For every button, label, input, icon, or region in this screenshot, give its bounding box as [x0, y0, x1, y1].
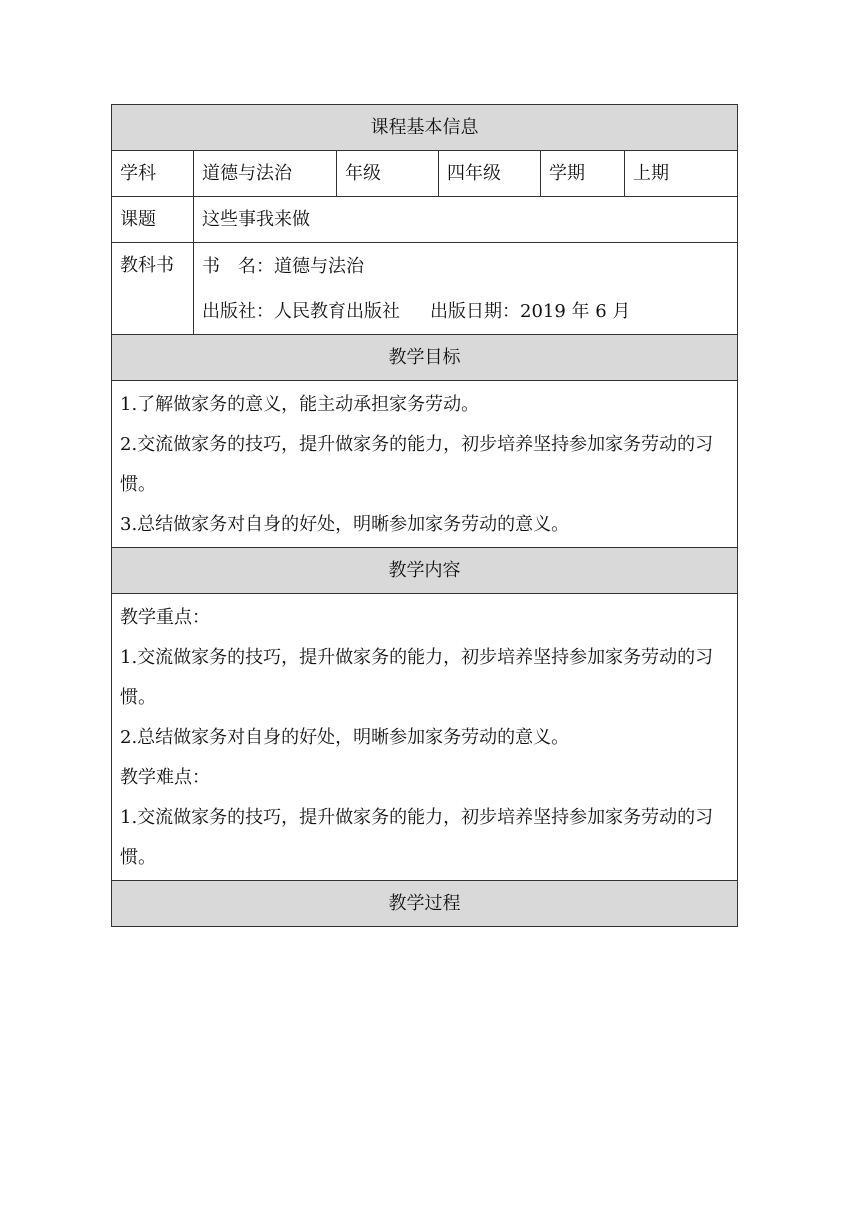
- textbook-details: [194, 243, 738, 335]
- difficult-point-item: 1.交流做家务的技巧，提升做家务的能力，初步培养坚持参加家务劳动的习惯。: [120, 807, 714, 868]
- textbook-row: [112, 243, 738, 335]
- subject-value: 道德与法治: [194, 151, 337, 197]
- key-point-item: 1.交流做家务的技巧，提升做家务的能力，初步培养坚持参加家务劳动的习惯。: [120, 647, 714, 708]
- grade-label: 年级: [337, 151, 439, 197]
- topic-label: 课题: [112, 197, 194, 243]
- section-header-goals: 教学目标: [112, 335, 738, 381]
- book-name-key: 书 名：: [202, 256, 274, 277]
- term-value: 上期: [625, 151, 738, 197]
- textbook-label: 教科书: [112, 243, 194, 335]
- goal-item: 2.交流做家务的技巧，提升做家务的能力，初步培养坚持参加家务劳动的习惯。: [120, 434, 714, 495]
- lesson-plan-table: [111, 104, 738, 927]
- content-body: [112, 594, 738, 881]
- book-name-value: 道德与法治: [274, 256, 364, 277]
- topic-row: [112, 197, 738, 243]
- publisher-text: 出版社：人民教育出版社: [202, 301, 400, 322]
- goals-body: [112, 381, 738, 548]
- book-name-line: [202, 255, 729, 279]
- topic-value: 这些事我来做: [194, 197, 738, 243]
- subject-grade-term-row: [112, 151, 738, 197]
- key-point-item: 2.总结做家务对自身的好处，明晰参加家务劳动的意义。: [120, 727, 570, 748]
- publish-date-text: 出版日期：2019 年 6 月: [430, 301, 631, 322]
- goal-item: 1.了解做家务的意义，能主动承担家务劳动。: [120, 394, 480, 415]
- grade-value: 四年级: [439, 151, 541, 197]
- goal-item: 3.总结做家务对自身的好处，明晰参加家务劳动的意义。: [120, 514, 570, 535]
- lesson-plan-document: [111, 104, 737, 927]
- section-header-process: 教学过程: [112, 881, 738, 927]
- subject-label: 学科: [112, 151, 194, 197]
- difficult-points-label: 教学难点：: [120, 767, 210, 788]
- publisher-line: [202, 300, 729, 324]
- term-label: 学期: [541, 151, 625, 197]
- section-header-course-info: 课程基本信息: [112, 105, 738, 151]
- section-header-content: 教学内容: [112, 548, 738, 594]
- key-points-label: 教学重点：: [120, 607, 210, 628]
